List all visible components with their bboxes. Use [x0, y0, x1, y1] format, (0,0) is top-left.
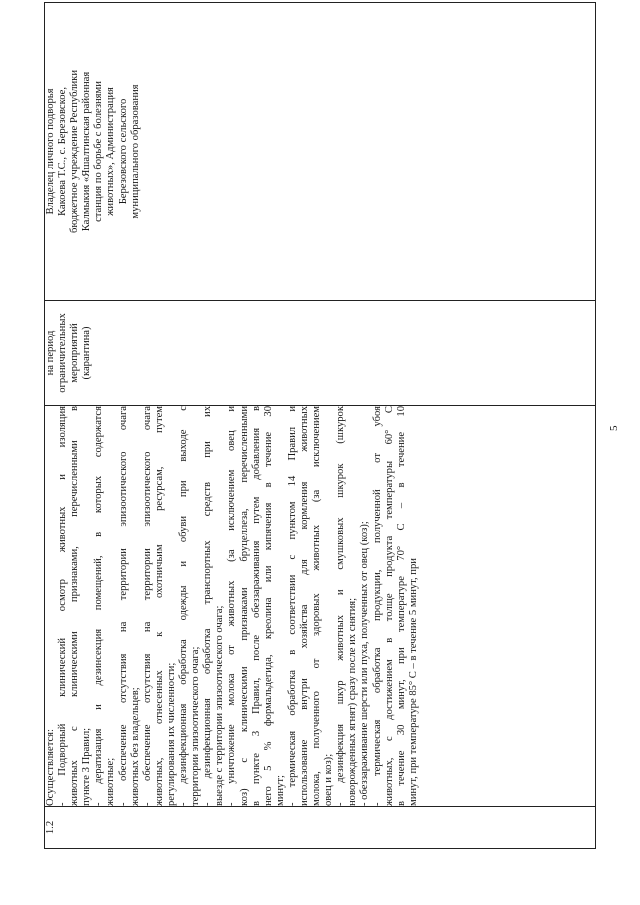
text-line: станция по борьбе с болезнями: [93, 81, 105, 222]
text-line: - обеспечение отсутствия на территории эпизоотического очага: [141, 406, 153, 806]
text-line: пункте 3 Правил;: [81, 727, 93, 806]
text-line: муниципального образования: [129, 84, 141, 219]
text-line: Калмыкия «Яшалтинская районная: [81, 71, 93, 232]
text-line: (карантина): [81, 326, 93, 380]
text-line: животных без владельцев;: [129, 687, 141, 806]
text-line: животные;: [105, 757, 117, 806]
text-line: животных с клиническими признаками, перечисленными в: [69, 406, 81, 806]
text-line: ограничительных: [57, 313, 69, 393]
text-line: - дератизация и дезинсекция помещений, в которых содержатся: [93, 406, 105, 806]
text-line: - термическая обработка продукции, полученной от убоя: [371, 406, 383, 806]
text-line: минут;: [274, 775, 286, 806]
text-line: коз) с клиническими признаками бруцеллеза, перечисленными: [238, 406, 250, 806]
item-number-cell: 1.2: [45, 807, 596, 849]
text-line: мероприятий: [69, 323, 81, 383]
page-number: 5: [608, 425, 620, 431]
period-cell: [45, 301, 596, 406]
text-line: - обеззараживание шерсти или пуха, полученных от овец (коз);: [359, 521, 371, 806]
text-line: в пункте 3 Правил, после обеззараживания путем добавления в: [250, 406, 262, 806]
text-line: новорожденных ягнят) сразу после их снятия;: [347, 597, 359, 806]
text-line: - уничтожение молока от животных (за исключением овец и: [226, 406, 238, 806]
text-line: животных, отнесенных к охотничьим ресурсам, путем: [153, 406, 165, 806]
text-line: использование внутри хозяйства для кормления животных: [298, 406, 310, 806]
text-line: - термическая обработка в соответствии с пунктом 14 Правил и: [286, 406, 298, 806]
text-line: в течение 30 минут, при температуре 70° С – в течение 10: [395, 406, 407, 806]
table-row: [45, 3, 596, 849]
text-line: Какоева Т.С., с. Березовское,: [57, 87, 69, 217]
text-line: минут, при температуре 85° С – в течение 5 минут, при: [407, 558, 419, 806]
text-line: овец и коз);: [323, 753, 335, 806]
text-line: бюджетное учреждение Республики: [69, 70, 81, 233]
text-line: животных», Администрация: [105, 87, 117, 216]
text-line: Березовского сельского: [117, 98, 129, 205]
text-line: территории эпизоотического очага;: [190, 646, 202, 806]
measures-cell: [45, 406, 596, 807]
responsible-cell: [45, 3, 596, 301]
text-line: - дезинфекционная обработка транспортных средств при их: [202, 406, 214, 806]
measures-table: [44, 2, 596, 849]
text-line: выезде с территории эпизоотического очага;: [214, 605, 226, 806]
text-line: - дезинфекция шкур животных и смушковых шкурок (шкурок: [335, 406, 347, 806]
text-line: животных, с достижением в толще продукта температуры 60° С: [383, 406, 395, 806]
text-line: Осуществляется:: [45, 729, 56, 806]
text-line: - дезинфекционная обработка одежды и обуви при выходе с: [178, 406, 190, 806]
text-line: - Подворный клинический осмотр животных и изоляция: [57, 406, 69, 806]
text-line: Владелец личного подворья: [45, 88, 56, 215]
text-line: него 5 % формальдегида, креолина или кипячения в течение 30: [262, 406, 274, 806]
text-line: на период: [45, 330, 56, 376]
text-line: регулирования их численности;: [165, 662, 177, 806]
text-line: молока, полученного от здоровых животных (за исключением: [311, 406, 323, 806]
text-line: - обеспечение отсутствия на территории эпизоотического очага: [117, 406, 129, 806]
